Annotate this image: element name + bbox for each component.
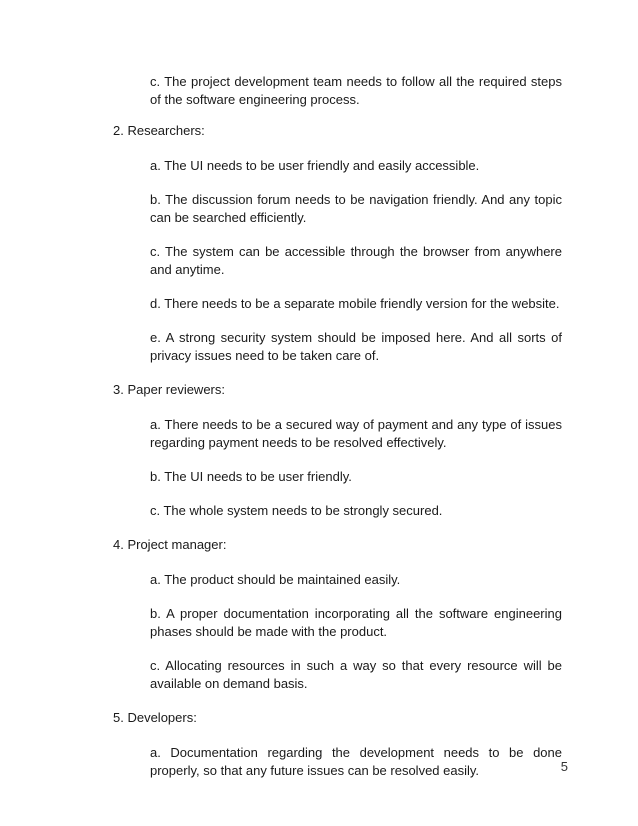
section-paper-reviewers (0, 381, 562, 520)
section-heading: 5. Developers: (113, 710, 197, 725)
section-heading: 3. Paper reviewers: (113, 382, 225, 397)
list-item: a. The product should be maintained easily. (150, 572, 401, 587)
section-heading: 2. Researchers: (113, 123, 205, 138)
list-item: b. The discussion forum needs to be navigation friendly. And any topic can be searched efficiently. (150, 192, 562, 225)
list-item: c. The system can be accessible through the browser from anywhere and anytime. (150, 244, 562, 277)
list-item: a. There needs to be a secured way of payment and any type of issues regarding payment needs to be resolved effectively. (150, 417, 562, 450)
section-heading: 4. Project manager: (113, 537, 227, 552)
page-number: 5 (560, 759, 568, 774)
list-item: c. Allocating resources in such a way so that every resource will be available on demand basis. (150, 658, 562, 691)
list-item: a. Documentation regarding the development needs to be done properly, so that any future issues can be resolved easily. (150, 745, 562, 778)
stakeholder-requirements (0, 122, 562, 796)
list-item: c. The project development team needs to follow all the required steps of the software engineering process. (150, 74, 562, 107)
list-item: b. A proper documentation incorporating all the software engineering phases should be made with the product. (150, 606, 562, 639)
list-item: e. A strong security system should be imposed here. And all sorts of privacy issues need to be taken care of. (150, 330, 562, 363)
continued-list (0, 73, 562, 109)
section-project-manager (0, 536, 562, 693)
list-item: d. There needs to be a separate mobile friendly version for the website. (150, 296, 560, 311)
list-item: a. The UI needs to be user friendly and easily accessible. (150, 158, 480, 173)
section-researchers (0, 122, 562, 365)
list-item: c. The whole system needs to be strongly secured. (150, 503, 443, 518)
section-developers (0, 709, 562, 780)
list-item: b. The UI needs to be user friendly. (150, 469, 352, 484)
